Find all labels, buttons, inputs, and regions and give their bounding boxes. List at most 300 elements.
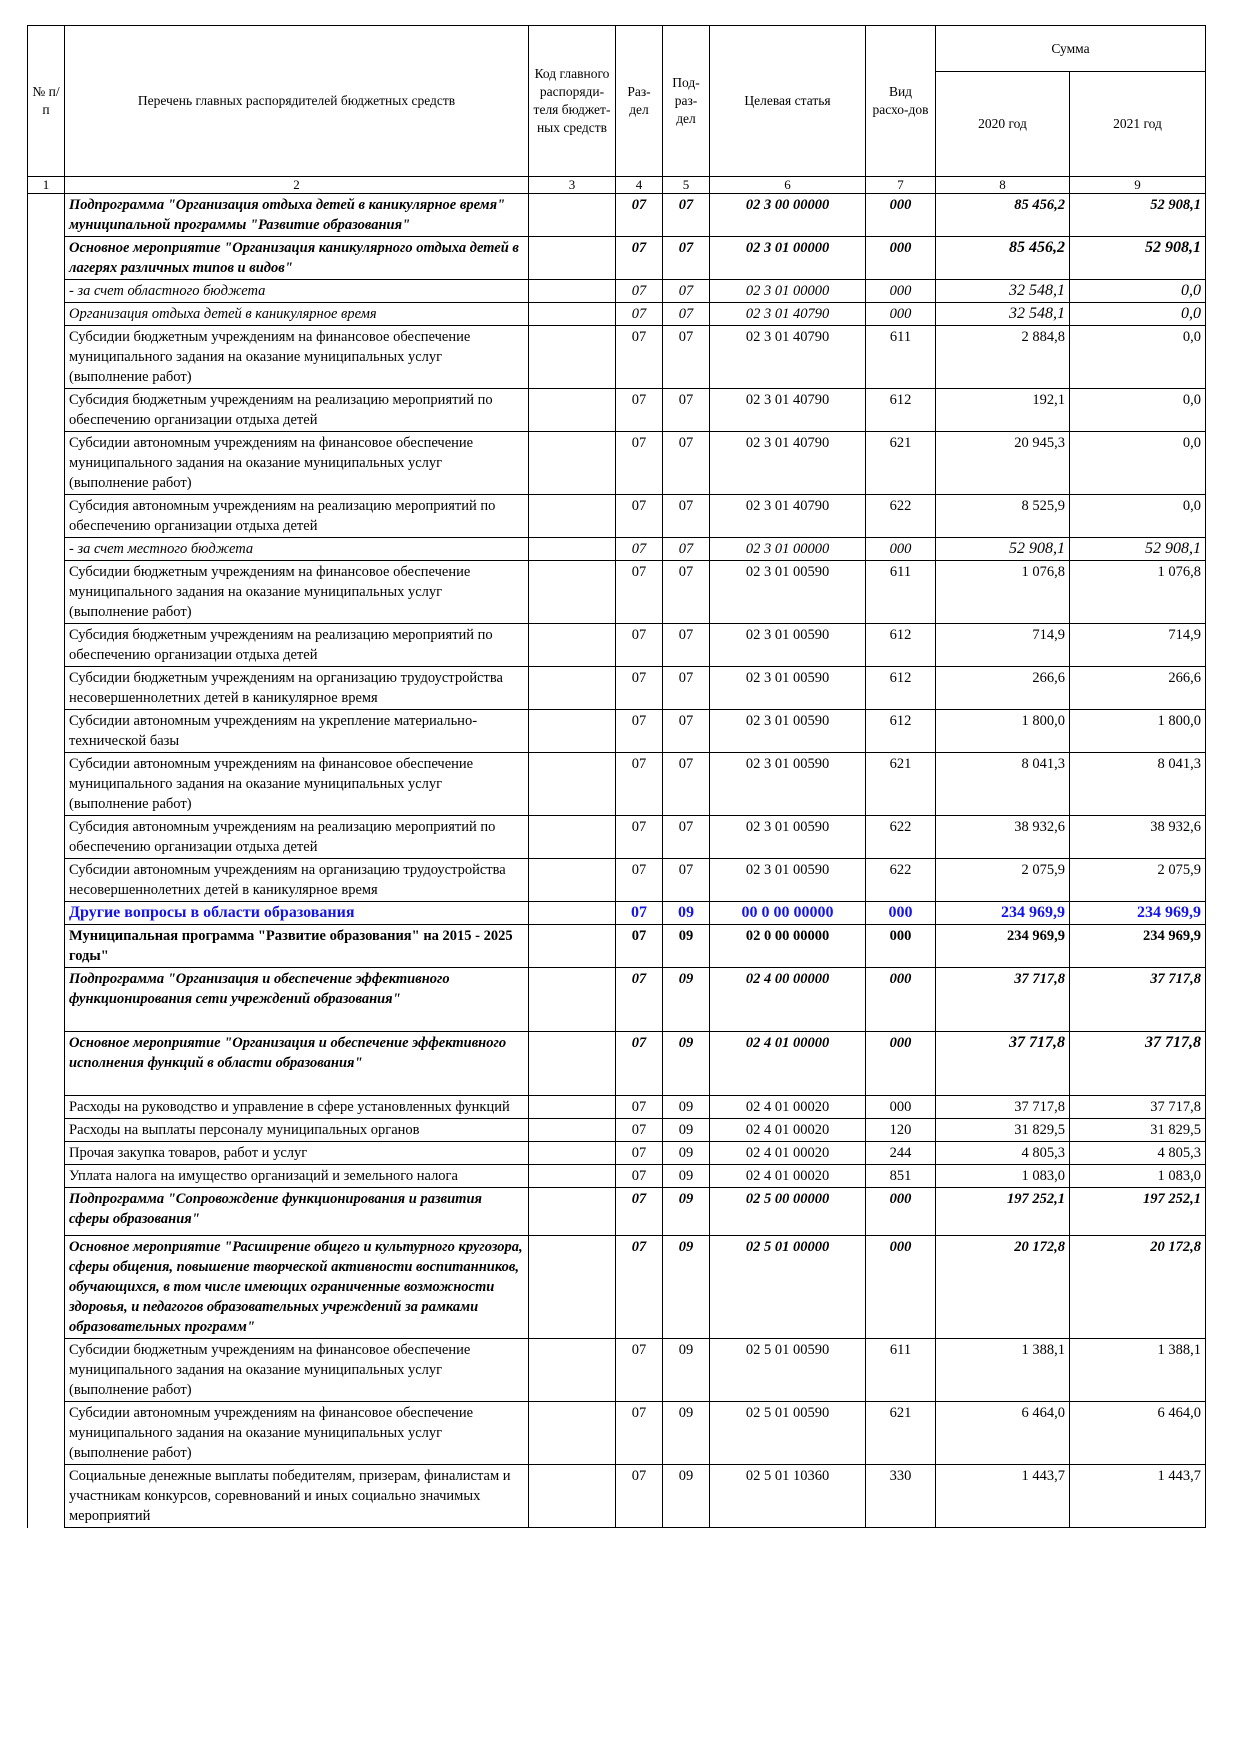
row-sum-2021: 1 443,7 [1070, 1465, 1206, 1528]
row-sum-2021: 37 717,8 [1070, 968, 1206, 1032]
row-sum-2020: 266,6 [936, 667, 1070, 710]
row-sum-2021: 266,6 [1070, 667, 1206, 710]
row-code-cell [529, 968, 616, 1032]
row-target: 02 3 01 00000 [710, 538, 866, 561]
row-podrazdel: 09 [663, 1188, 710, 1236]
row-podrazdel: 07 [663, 667, 710, 710]
row-vid: 612 [866, 389, 936, 432]
row-code-cell [529, 902, 616, 925]
row-razdel: 07 [616, 1142, 663, 1165]
row-name: Субсидии автономным учреждениям на укрепление материально-технической базы [65, 710, 529, 753]
col-number: 6 [710, 177, 866, 194]
row-target: 02 0 00 00000 [710, 925, 866, 968]
row-number-cell [28, 1465, 65, 1528]
row-sum-2020: 2 075,9 [936, 859, 1070, 902]
row-number-cell [28, 753, 65, 816]
row-podrazdel: 07 [663, 237, 710, 280]
row-vid: 611 [866, 326, 936, 389]
row-razdel: 07 [616, 1402, 663, 1465]
row-sum-2021: 52 908,1 [1070, 237, 1206, 280]
table-row [28, 753, 1206, 816]
row-vid: 621 [866, 1402, 936, 1465]
row-vid: 120 [866, 1119, 936, 1142]
row-sum-2021: 234 969,9 [1070, 925, 1206, 968]
row-podrazdel: 09 [663, 1032, 710, 1096]
row-number-cell [28, 1119, 65, 1142]
row-number-cell [28, 816, 65, 859]
row-razdel: 07 [616, 432, 663, 495]
row-code-cell [529, 753, 616, 816]
row-number-cell [28, 710, 65, 753]
row-sum-2020: 1 800,0 [936, 710, 1070, 753]
header-target: Целевая статья [710, 26, 866, 177]
row-number-cell [28, 303, 65, 326]
table-row [28, 389, 1206, 432]
row-target: 02 5 01 00590 [710, 1402, 866, 1465]
row-razdel: 07 [616, 1188, 663, 1236]
row-target: 02 3 01 00590 [710, 816, 866, 859]
row-sum-2020: 37 717,8 [936, 1032, 1070, 1096]
row-name: Расходы на выплаты персоналу муниципальных органов [65, 1119, 529, 1142]
row-sum-2021: 37 717,8 [1070, 1096, 1206, 1119]
row-name: Субсидии автономным учреждениям на финансовое обеспечение муниципального задания на оказание муниципальных услуг (выполнение работ) [65, 432, 529, 495]
row-podrazdel: 07 [663, 280, 710, 303]
row-sum-2020: 38 932,6 [936, 816, 1070, 859]
row-target: 02 5 01 00590 [710, 1339, 866, 1402]
row-target: 02 5 00 00000 [710, 1188, 866, 1236]
table-row [28, 859, 1206, 902]
row-podrazdel: 07 [663, 816, 710, 859]
row-code-cell [529, 389, 616, 432]
row-vid: 851 [866, 1165, 936, 1188]
row-number-cell [28, 1402, 65, 1465]
table-row [28, 237, 1206, 280]
row-code-cell [529, 303, 616, 326]
row-razdel: 07 [616, 1465, 663, 1528]
row-number-cell [28, 1032, 65, 1096]
row-number-cell [28, 925, 65, 968]
row-sum-2021: 6 464,0 [1070, 1402, 1206, 1465]
row-vid: 622 [866, 816, 936, 859]
row-sum-2020: 192,1 [936, 389, 1070, 432]
table-row [28, 624, 1206, 667]
row-sum-2020: 1 443,7 [936, 1465, 1070, 1528]
row-podrazdel: 09 [663, 1119, 710, 1142]
row-podrazdel: 09 [663, 1165, 710, 1188]
row-number-cell [28, 902, 65, 925]
row-vid: 612 [866, 667, 936, 710]
row-number-cell [28, 280, 65, 303]
table-row [28, 1032, 1206, 1096]
row-target: 02 4 01 00020 [710, 1119, 866, 1142]
row-code-cell [529, 667, 616, 710]
row-target: 02 3 01 00590 [710, 624, 866, 667]
row-code-cell [529, 495, 616, 538]
row-razdel: 07 [616, 303, 663, 326]
row-target: 02 3 01 40790 [710, 303, 866, 326]
row-name: Субсидии бюджетным учреждениям на финансовое обеспечение муниципального задания на оказание муниципальных услуг (выполнение работ) [65, 326, 529, 389]
row-code-cell [529, 859, 616, 902]
row-code-cell [529, 561, 616, 624]
row-target: 02 3 01 00000 [710, 280, 866, 303]
table-row [28, 303, 1206, 326]
row-sum-2020: 8 525,9 [936, 495, 1070, 538]
row-razdel: 07 [616, 925, 663, 968]
row-name: Организация отдыха детей в каникулярное время [65, 303, 529, 326]
row-sum-2021: 234 969,9 [1070, 902, 1206, 925]
row-code-cell [529, 538, 616, 561]
row-number-cell [28, 326, 65, 389]
row-sum-2020: 32 548,1 [936, 280, 1070, 303]
row-podrazdel: 09 [663, 968, 710, 1032]
row-sum-2021: 52 908,1 [1070, 194, 1206, 237]
row-name: Субсидии бюджетным учреждениям на финансовое обеспечение муниципального задания на оказание муниципальных услуг (выполнение работ) [65, 561, 529, 624]
row-name: Основное мероприятие "Организация каникулярного отдыха детей в лагерях различных типов и видов" [65, 237, 529, 280]
row-name: Подпрограмма "Организация отдыха детей в каникулярное время" муниципальной программы "Развитие образования" [65, 194, 529, 237]
table-row [28, 902, 1206, 925]
col-number: 5 [663, 177, 710, 194]
row-name: Субсидии бюджетным учреждениям на организацию трудоустройства несовершеннолетних детей в каникулярное время [65, 667, 529, 710]
row-sum-2020: 1 076,8 [936, 561, 1070, 624]
row-vid: 000 [866, 925, 936, 968]
row-razdel: 07 [616, 237, 663, 280]
row-sum-2020: 52 908,1 [936, 538, 1070, 561]
row-podrazdel: 07 [663, 389, 710, 432]
row-target: 02 5 01 10360 [710, 1465, 866, 1528]
row-name: Муниципальная программа "Развитие образования" на 2015 - 2025 годы" [65, 925, 529, 968]
row-code-cell [529, 1402, 616, 1465]
row-code-cell [529, 1236, 616, 1339]
header-podrazdel: Под-раз-дел [663, 26, 710, 177]
row-podrazdel: 07 [663, 859, 710, 902]
row-vid: 000 [866, 280, 936, 303]
row-vid: 000 [866, 968, 936, 1032]
row-number-cell [28, 538, 65, 561]
row-podrazdel: 09 [663, 1339, 710, 1402]
row-code-cell [529, 280, 616, 303]
row-vid: 000 [866, 237, 936, 280]
row-razdel: 07 [616, 1236, 663, 1339]
row-number-cell [28, 624, 65, 667]
row-number-cell [28, 432, 65, 495]
row-sum-2021: 0,0 [1070, 280, 1206, 303]
row-vid: 622 [866, 495, 936, 538]
row-code-cell [529, 237, 616, 280]
row-razdel: 07 [616, 968, 663, 1032]
row-sum-2021: 8 041,3 [1070, 753, 1206, 816]
row-number-cell [28, 561, 65, 624]
table-row [28, 1165, 1206, 1188]
row-podrazdel: 07 [663, 538, 710, 561]
row-podrazdel: 09 [663, 1096, 710, 1119]
row-vid: 000 [866, 902, 936, 925]
row-razdel: 07 [616, 389, 663, 432]
row-target: 02 5 01 00000 [710, 1236, 866, 1339]
row-vid: 621 [866, 753, 936, 816]
row-sum-2021: 1 076,8 [1070, 561, 1206, 624]
row-podrazdel: 07 [663, 753, 710, 816]
row-razdel: 07 [616, 280, 663, 303]
row-vid: 622 [866, 859, 936, 902]
header-code: Код главного распоряди-теля бюджет-ных средств [529, 26, 616, 177]
row-podrazdel: 09 [663, 902, 710, 925]
row-razdel: 07 [616, 667, 663, 710]
row-target: 02 4 01 00000 [710, 1032, 866, 1096]
row-code-cell [529, 1465, 616, 1528]
row-sum-2020: 234 969,9 [936, 925, 1070, 968]
table-row [28, 561, 1206, 624]
row-sum-2021: 197 252,1 [1070, 1188, 1206, 1236]
row-code-cell [529, 624, 616, 667]
row-vid: 612 [866, 624, 936, 667]
row-target: 02 3 01 00000 [710, 237, 866, 280]
row-number-cell [28, 495, 65, 538]
table-row [28, 1402, 1206, 1465]
row-sum-2020: 197 252,1 [936, 1188, 1070, 1236]
row-sum-2021: 0,0 [1070, 389, 1206, 432]
row-razdel: 07 [616, 1119, 663, 1142]
row-vid: 612 [866, 710, 936, 753]
row-podrazdel: 09 [663, 1142, 710, 1165]
row-vid: 000 [866, 1236, 936, 1339]
row-vid: 611 [866, 1339, 936, 1402]
row-vid: 000 [866, 194, 936, 237]
row-vid: 000 [866, 1096, 936, 1119]
table-row [28, 495, 1206, 538]
row-number-cell [28, 1096, 65, 1119]
row-target: 02 3 01 00590 [710, 561, 866, 624]
header-2020: 2020 год [936, 72, 1070, 177]
row-sum-2020: 1 083,0 [936, 1165, 1070, 1188]
row-sum-2021: 4 805,3 [1070, 1142, 1206, 1165]
row-sum-2020: 2 884,8 [936, 326, 1070, 389]
col-number: 8 [936, 177, 1070, 194]
col-number: 2 [65, 177, 529, 194]
row-podrazdel: 07 [663, 432, 710, 495]
row-sum-2020: 85 456,2 [936, 237, 1070, 280]
row-podrazdel: 09 [663, 1236, 710, 1339]
row-razdel: 07 [616, 902, 663, 925]
row-podrazdel: 09 [663, 925, 710, 968]
table-row [28, 968, 1206, 1032]
row-target: 02 3 01 00590 [710, 710, 866, 753]
row-number-cell [28, 1236, 65, 1339]
row-name: - за счет местного бюджета [65, 538, 529, 561]
table-row [28, 1339, 1206, 1402]
row-sum-2020: 234 969,9 [936, 902, 1070, 925]
row-name: Субсидии автономным учреждениям на финансовое обеспечение муниципального задания на оказание муниципальных услуг (выполнение работ) [65, 753, 529, 816]
table-row [28, 326, 1206, 389]
row-number-cell [28, 1188, 65, 1236]
row-sum-2020: 4 805,3 [936, 1142, 1070, 1165]
row-name: Подпрограмма "Сопровождение функционирования и развития сферы образования" [65, 1188, 529, 1236]
row-target: 02 4 01 00020 [710, 1165, 866, 1188]
header-vid: Вид расхо-дов [866, 26, 936, 177]
row-code-cell [529, 816, 616, 859]
row-number-cell [28, 194, 65, 237]
row-vid: 330 [866, 1465, 936, 1528]
row-number-cell [28, 389, 65, 432]
row-razdel: 07 [616, 1165, 663, 1188]
row-sum-2021: 52 908,1 [1070, 538, 1206, 561]
row-razdel: 07 [616, 710, 663, 753]
row-sum-2020: 37 717,8 [936, 968, 1070, 1032]
row-name: Субсидии бюджетным учреждениям на финансовое обеспечение муниципального задания на оказание муниципальных услуг (выполнение работ) [65, 1339, 529, 1402]
row-sum-2021: 1 388,1 [1070, 1339, 1206, 1402]
row-name: - за счет областного бюджета [65, 280, 529, 303]
row-vid: 611 [866, 561, 936, 624]
row-code-cell [529, 1119, 616, 1142]
row-target: 02 3 01 40790 [710, 389, 866, 432]
row-target: 00 0 00 00000 [710, 902, 866, 925]
row-razdel: 07 [616, 624, 663, 667]
table-row [28, 1096, 1206, 1119]
col-number: 1 [28, 177, 65, 194]
row-code-cell [529, 194, 616, 237]
row-name: Субсидия автономным учреждениям на реализацию мероприятий по обеспечению организации отдыха детей [65, 495, 529, 538]
row-number-cell [28, 1142, 65, 1165]
row-razdel: 07 [616, 1339, 663, 1402]
row-number-cell [28, 1165, 65, 1188]
col-number: 4 [616, 177, 663, 194]
table-row [28, 816, 1206, 859]
row-name: Субсидия автономным учреждениям на реализацию мероприятий по обеспечению организации отдыха детей [65, 816, 529, 859]
row-name: Основное мероприятие "Расширение общего и культурного кругозора, сферы общения, повышение творческой активности воспитанников, обучающихся, в том числе имеющих ограниченные возможности здоровья, и педагогов образовательных учреждений за рамками образовательных программ" [65, 1236, 529, 1339]
row-target: 02 4 01 00020 [710, 1096, 866, 1119]
table-row [28, 925, 1206, 968]
table-row [28, 1236, 1206, 1339]
row-name: Уплата налога на имущество организаций и земельного налога [65, 1165, 529, 1188]
table-row [28, 538, 1206, 561]
row-razdel: 07 [616, 1096, 663, 1119]
row-target: 02 3 00 00000 [710, 194, 866, 237]
table-row [28, 432, 1206, 495]
row-code-cell [529, 1032, 616, 1096]
row-sum-2020: 6 464,0 [936, 1402, 1070, 1465]
row-code-cell [529, 710, 616, 753]
row-vid: 621 [866, 432, 936, 495]
header-num: № п/п [28, 26, 65, 177]
row-podrazdel: 09 [663, 1465, 710, 1528]
row-name: Прочая закупка товаров, работ и услуг [65, 1142, 529, 1165]
table-row [28, 194, 1206, 237]
row-sum-2021: 38 932,6 [1070, 816, 1206, 859]
row-sum-2021: 1 083,0 [1070, 1165, 1206, 1188]
row-code-cell [529, 1142, 616, 1165]
row-razdel: 07 [616, 859, 663, 902]
col-number: 3 [529, 177, 616, 194]
row-name: Социальные денежные выплаты победителям, призерам, финалистам и участникам конкурсов, соревнований и иных социально значимых мероприятий [65, 1465, 529, 1528]
row-sum-2020: 85 456,2 [936, 194, 1070, 237]
row-razdel: 07 [616, 1032, 663, 1096]
col-number: 7 [866, 177, 936, 194]
row-vid: 000 [866, 303, 936, 326]
row-sum-2020: 31 829,5 [936, 1119, 1070, 1142]
row-vid: 000 [866, 1188, 936, 1236]
row-target: 02 3 01 40790 [710, 495, 866, 538]
table-row [28, 1188, 1206, 1236]
row-vid: 000 [866, 1032, 936, 1096]
row-sum-2021: 31 829,5 [1070, 1119, 1206, 1142]
row-name: Расходы на руководство и управление в сфере установленных функций [65, 1096, 529, 1119]
row-sum-2020: 32 548,1 [936, 303, 1070, 326]
row-code-cell [529, 1339, 616, 1402]
row-name: Основное мероприятие "Организация и обеспечение эффективного исполнения функций в области образования" [65, 1032, 529, 1096]
row-number-cell [28, 237, 65, 280]
table-row [28, 1465, 1206, 1528]
row-target: 02 3 01 00590 [710, 667, 866, 710]
table-row [28, 1142, 1206, 1165]
row-podrazdel: 07 [663, 495, 710, 538]
row-code-cell [529, 432, 616, 495]
row-number-cell [28, 859, 65, 902]
row-razdel: 07 [616, 753, 663, 816]
row-code-cell [529, 1165, 616, 1188]
row-target: 02 4 00 00000 [710, 968, 866, 1032]
row-podrazdel: 07 [663, 303, 710, 326]
row-code-cell [529, 1188, 616, 1236]
row-number-cell [28, 968, 65, 1032]
budget-table [27, 25, 1206, 1528]
row-sum-2020: 1 388,1 [936, 1339, 1070, 1402]
row-podrazdel: 07 [663, 624, 710, 667]
row-razdel: 07 [616, 538, 663, 561]
row-sum-2020: 714,9 [936, 624, 1070, 667]
header-razdel: Раз-дел [616, 26, 663, 177]
row-number-cell [28, 1339, 65, 1402]
row-sum-2020: 8 041,3 [936, 753, 1070, 816]
row-name: Субсидия бюджетным учреждениям на реализацию мероприятий по обеспечению организации отдыха детей [65, 389, 529, 432]
col-number: 9 [1070, 177, 1206, 194]
row-name: Субсидии автономным учреждениям на организацию трудоустройства несовершеннолетних детей в каникулярное время [65, 859, 529, 902]
row-sum-2021: 1 800,0 [1070, 710, 1206, 753]
row-name: Субсидии автономным учреждениям на финансовое обеспечение муниципального задания на оказание муниципальных услуг (выполнение работ) [65, 1402, 529, 1465]
row-sum-2021: 0,0 [1070, 495, 1206, 538]
row-name: Другие вопросы в области образования [65, 902, 529, 925]
row-name: Подпрограмма "Организация и обеспечение эффективного функционирования сети учреждений образования" [65, 968, 529, 1032]
row-sum-2021: 714,9 [1070, 624, 1206, 667]
row-podrazdel: 07 [663, 710, 710, 753]
row-target: 02 3 01 00590 [710, 753, 866, 816]
header-name: Перечень главных распорядителей бюджетных средств [65, 26, 529, 177]
row-code-cell [529, 925, 616, 968]
row-razdel: 07 [616, 816, 663, 859]
header-2021: 2021 год [1070, 72, 1206, 177]
row-sum-2021: 0,0 [1070, 432, 1206, 495]
header-summa: Сумма [936, 26, 1206, 72]
row-target: 02 4 01 00020 [710, 1142, 866, 1165]
row-vid: 000 [866, 538, 936, 561]
row-target: 02 3 01 00590 [710, 859, 866, 902]
row-number-cell [28, 667, 65, 710]
row-razdel: 07 [616, 194, 663, 237]
table-row [28, 1119, 1206, 1142]
row-vid: 244 [866, 1142, 936, 1165]
row-sum-2021: 37 717,8 [1070, 1032, 1206, 1096]
column-numbers-row [28, 177, 1206, 194]
row-podrazdel: 07 [663, 194, 710, 237]
row-name: Субсидия бюджетным учреждениям на реализацию мероприятий по обеспечению организации отдыха детей [65, 624, 529, 667]
row-sum-2020: 20 945,3 [936, 432, 1070, 495]
row-code-cell [529, 1096, 616, 1119]
row-razdel: 07 [616, 326, 663, 389]
row-podrazdel: 07 [663, 561, 710, 624]
table-row [28, 280, 1206, 303]
row-sum-2021: 0,0 [1070, 303, 1206, 326]
row-target: 02 3 01 40790 [710, 326, 866, 389]
row-sum-2021: 2 075,9 [1070, 859, 1206, 902]
row-sum-2021: 20 172,8 [1070, 1236, 1206, 1339]
